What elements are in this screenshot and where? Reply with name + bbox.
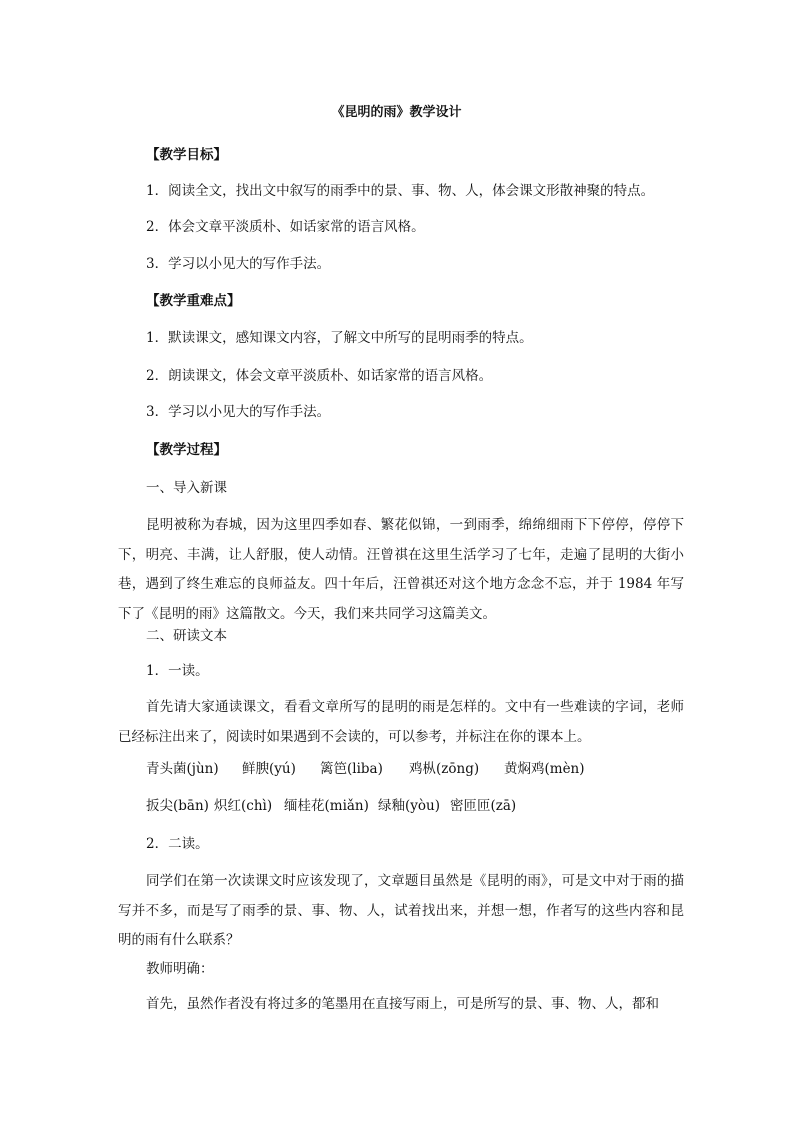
key-point-2: 2．朗读课文，体会文章平淡质朴、如话家常的语言风格。 — [146, 368, 493, 384]
section1-paragraph: 昆明被称为春城，因为这里四季如春、繁花似锦，一到雨季，绵绵细雨下下停停，停停下下，明亮、丰满，让人舒服，使人动情。汪曾祺在这里生活学习了七年，走遍了昆明的大街小巷，遇到了终生难忘的良师益友。四十年后，汪曾祺还对这个地方念念不忘，并于 1984 年写下了《昆明的雨》这篇散文。今天，我们来共同学习这篇美文。 — [118, 517, 684, 622]
teacher-label: 教师明确： — [146, 961, 214, 977]
vocab-item: 鸡枞(zōng) — [409, 761, 480, 777]
vocab-item: 缅桂花(miǎn) — [284, 798, 369, 814]
teacher-paragraph: 首先，虽然作者没有将过多的笔墨用在直接写雨上，可是所写的景、事、物、人，都和 — [146, 996, 659, 1012]
vocab-item: 密匝匝(zā) — [450, 798, 517, 814]
step1-heading: 1．一读。 — [146, 663, 209, 679]
vocab-item: 绿釉(yòu) — [378, 798, 440, 814]
process-heading: 【教学过程】 — [146, 442, 227, 458]
section1-heading: 一、导入新课 — [146, 480, 227, 496]
vocab-item: 扳尖(bān) — [146, 798, 209, 814]
page-title: 《昆明的雨》教学设计 — [331, 105, 462, 120]
vocab-item: 炽红(chì) — [214, 798, 273, 814]
section2-heading: 二、研读文本 — [146, 628, 227, 644]
key-point-3: 3．学习以小见大的写作手法。 — [146, 404, 331, 420]
key-point-1: 1．默读课文，感知课文内容，了解文中所写的昆明雨季的特点。 — [146, 330, 533, 346]
step2-paragraph: 同学们在第一次读课文时应该发现了，文章题目虽然是《昆明的雨》，可是文中对于雨的描写并不多，而是写了雨季的景、事、物、人，试着找出来，并想一想，作者写的这些内容和昆明的雨有什么联系？ — [118, 873, 684, 948]
goal-1: 1．阅读全文，找出文中叙写的雨季中的景、事、物、人，体会课文形散神聚的特点。 — [146, 183, 655, 199]
vocab-item: 鲜腴(yú) — [242, 761, 296, 777]
goal-2: 2．体会文章平淡质朴、如话家常的语言风格。 — [146, 219, 425, 235]
key-points-heading: 【教学重难点】 — [146, 293, 241, 309]
goal-3: 3．学习以小见大的写作手法。 — [146, 256, 331, 272]
vocab-item: 青头菌(jùn) — [146, 761, 219, 777]
step1-paragraph: 首先请大家通读课文，看看文章所写的昆明的雨是怎样的。文中有一些难读的字词，老师已经标注出来了，阅读时如果遇到不会读的，可以参考，并标注在你的课本上。 — [118, 699, 684, 745]
goals-heading: 【教学目标】 — [146, 147, 227, 163]
step2-heading: 2．二读。 — [146, 836, 209, 852]
vocab-item: 黄焖鸡(mèn) — [504, 761, 585, 777]
vocab-item: 篱笆(liba) — [320, 761, 383, 777]
